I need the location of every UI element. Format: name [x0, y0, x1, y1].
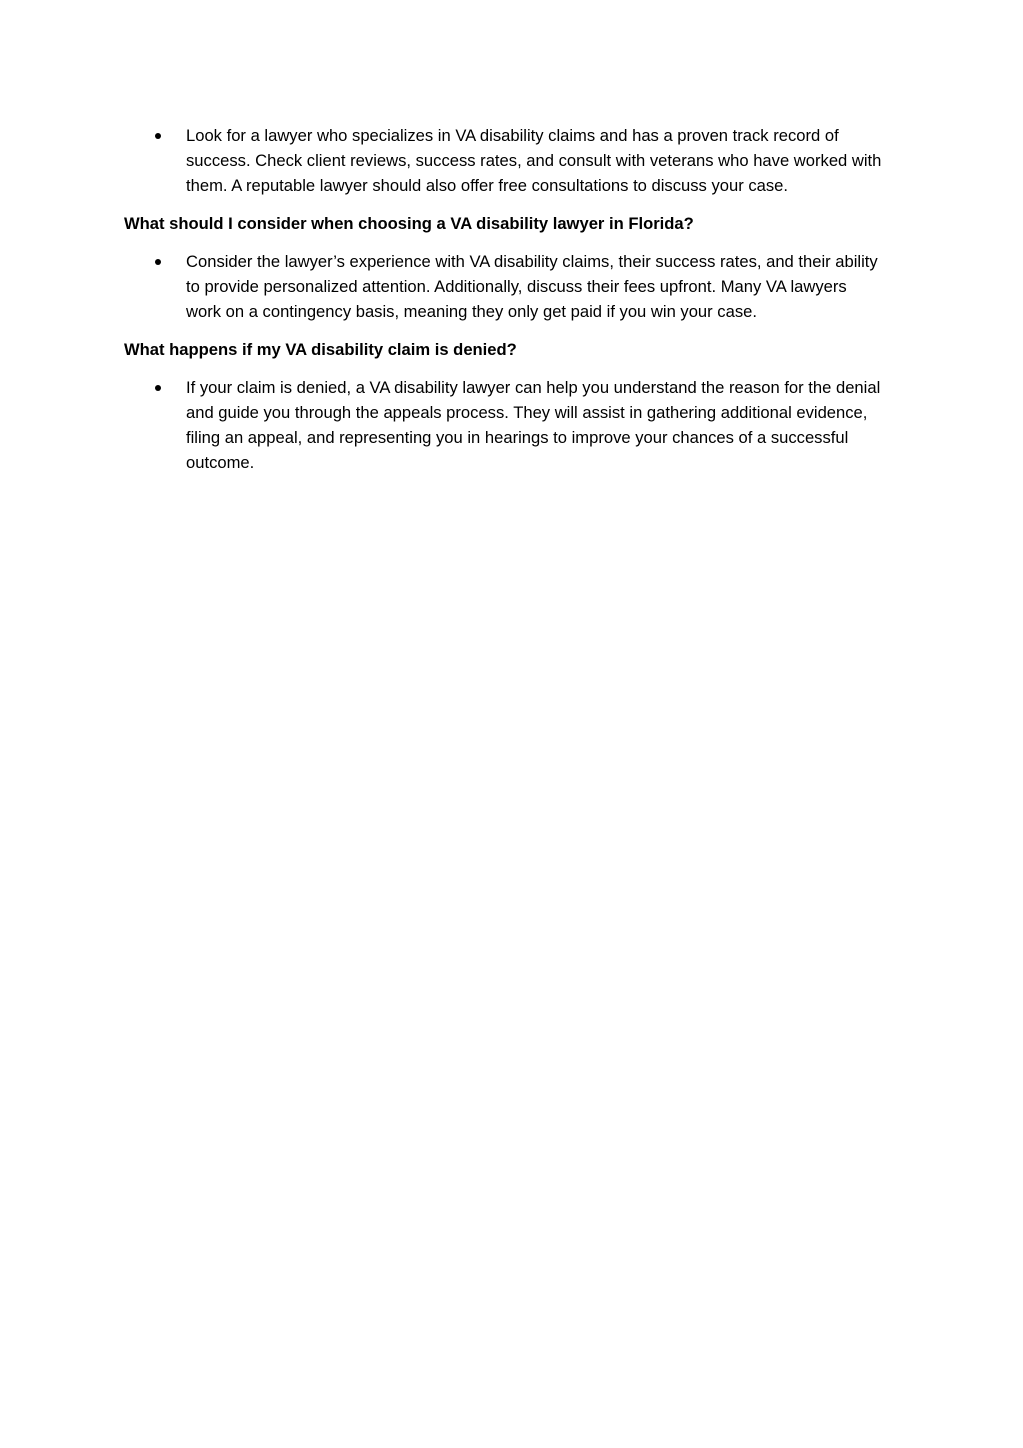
bullet-icon	[155, 385, 161, 391]
faq-answer-choosing-lawyer	[124, 123, 884, 198]
faq-answer-considerations	[124, 249, 884, 324]
faq-question-considerations: What should I consider when choosing a VA disability lawyer in Florida?	[124, 214, 694, 233]
bullet-icon	[155, 259, 161, 265]
bullet-icon	[155, 133, 161, 139]
faq-answer-text: Look for a lawyer who specializes in VA disability claims and has a proven track record of success. Check client reviews, success rates, and consult with veterans who have worked with them. A reputable lawyer should also offer free consultations to discuss your case.	[186, 126, 882, 195]
faq-answer-text: If your claim is denied, a VA disability lawyer can help you understand the reason for the denial and guide you through the appeals process. They will assist in gathering additional evidence, filing an appeal, and representing you in hearings to improve your chances of a successful outcome.	[186, 378, 881, 472]
faq-question-claim-denied: What happens if my VA disability claim is denied?	[124, 340, 517, 359]
faq-answer-claim-denied	[124, 375, 884, 475]
document-content	[124, 123, 884, 488]
faq-answer-text: Consider the lawyer’s experience with VA disability claims, their success rates, and their ability to provide personalized attention. Additionally, discuss their fees upfront. Many VA lawyers work on a contingency basis, meaning they only get paid if you win your case.	[186, 252, 878, 321]
